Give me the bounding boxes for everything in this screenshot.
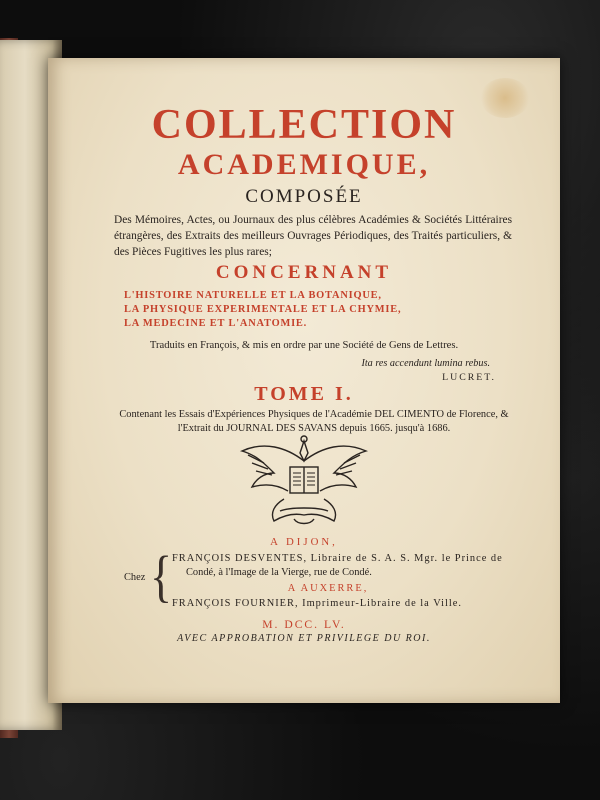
title-composee: COMPOSÉE [245,186,363,207]
brace-icon: { [150,544,173,608]
title-academique: ACADEMIQUE, [177,148,431,181]
description-text: Des Mémoires, Actes, ou Journaux des plus célèbres Académies & Sociétés Littéraires étrangères, des Extraits des meilleurs Ouvrages Périodiques, des Traités particuliers, & des Pièces Fugitives les plus rares; [114,214,512,258]
subject-line-2: LA PHYSIQUE EXPERIMENTALE ET LA CHYMIE, [124,304,402,315]
publisher-fournier: FRANÇOIS FOURNIER, Imprimeur-Libraire de la Ville. [172,598,462,609]
subject-line-1: L'HISTOIRE NATURELLE ET LA BOTANIQUE, [124,290,382,301]
city-auxerre: A AUXERRE, [287,583,369,594]
epigraph-motto: Ita res accendunt lumina rebus. [361,358,490,369]
publisher-desventes: FRANÇOIS DESVENTES, Libraire de S. A. S. Mgr. le Prince de [172,553,503,564]
title-collection: COLLECTION [151,102,457,148]
imprint-date: M. DCC. LV. [262,618,346,631]
subject-line-3: LA MEDECINE ET L'ANATOMIE. [124,318,308,329]
title-page [48,58,560,703]
chez-label: Chez [124,572,146,583]
contents-note: Contenant les Essais d'Expériences Physiques de l'Académie DEL CIMENTO de Florence, & l'Extrait du JOURNAL DES SAVANS depuis 1665. jusqu'à 1686. [119,409,509,434]
concernant-heading: CONCERNANT [215,262,393,283]
city-dijon: A DIJON, [270,536,338,548]
approbation-line: AVEC APPROBATION ET PRIVILEGE DU ROI. [177,633,431,644]
epigraph-author: LUCRET. [442,372,496,383]
publisher-desventes-address: Condé, à l'Image de la Vierge, rue de Condé. [186,567,372,578]
eagle-book-vignette-icon [234,433,374,529]
translation-note: Traduits en François, & mis en ordre par une Société de Gens de Lettres. [149,340,459,351]
tome-heading: TOME I. [254,383,354,405]
